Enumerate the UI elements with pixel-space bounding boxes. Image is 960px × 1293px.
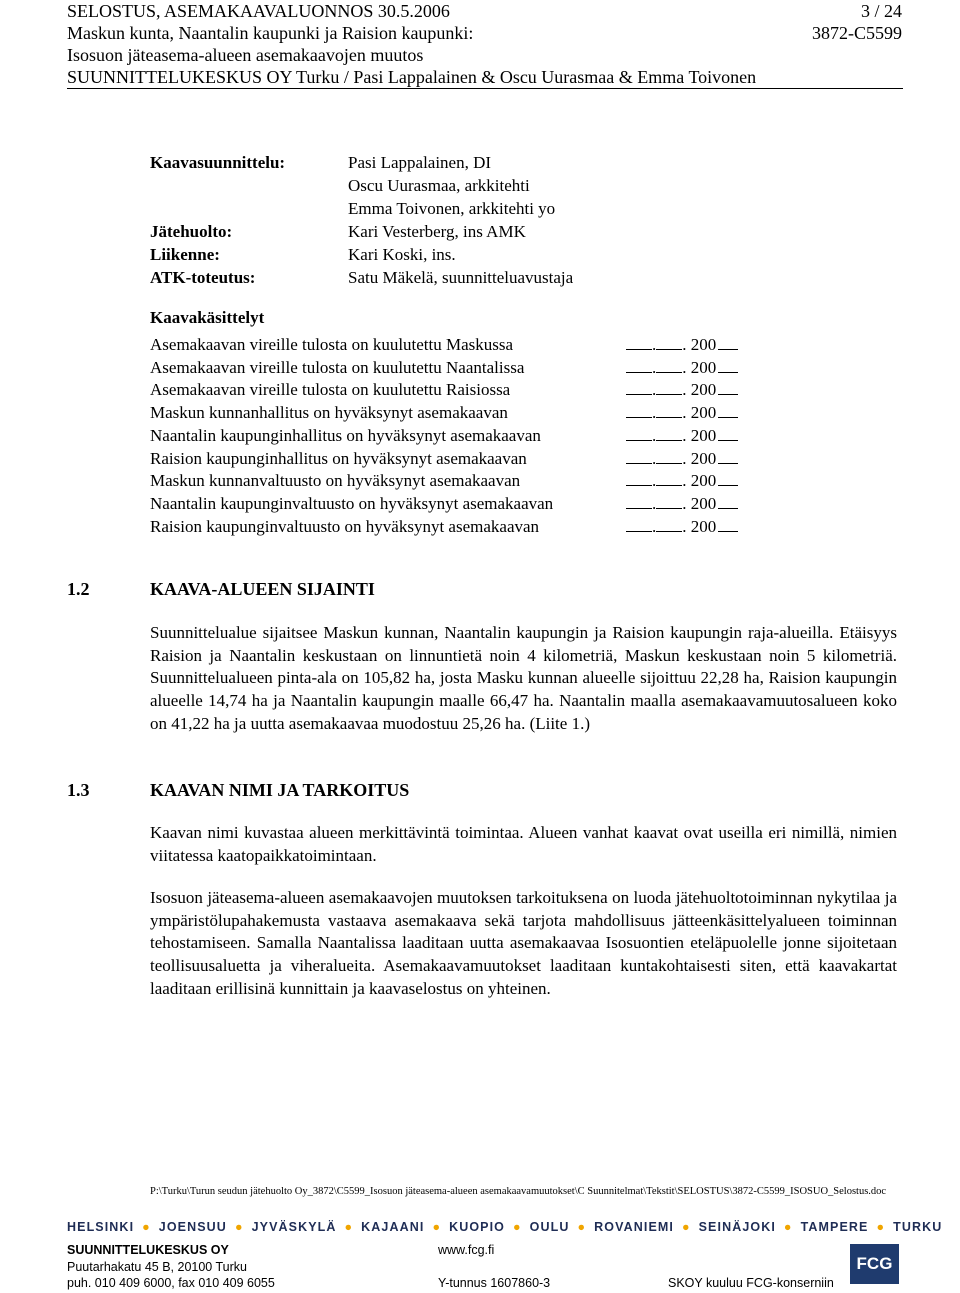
footer-address: Puutarhakatu 45 B, 20100 Turku xyxy=(67,1260,247,1274)
section-paragraph: Isosuon jäteasema-alueen asemakaavojen muutoksen tarkoituksena on luoda jätehuoltotoiminnan nykytilaa ja ympäristölupahakemusta vastaava asemakaava sekä tarjota mahdollisuus jätteenkäsittelyalueen toiminnan tehostamiseen. Samalla Naantalissa laaditaan uutta asemakaavaa Isosuontien eteläpuolelle jonne sijoitetaan teollisuusaluetta ja viheralueita. Asemakaavamuutokset laaditaan kuntakohtaisesti siten, että kaavakartat laaditaan erillisinä kunnittain ja kaavaselostus on yhteinen. xyxy=(150,888,897,998)
section-paragraph: Suunnittelualue sijaitsee Maskun kunnan, Naantalin kaupungin ja Raision kaupungin raja-alueilla. Etäisyys Raision ja Naantalin keskustaan on linnuntietä noin 4 kilometriä, Maskun keskustaan noin 5 kilometriä. Suunnittelualueen pinta-ala on 105,82 ha, josta Masku kunnan alueelle sijoittuu 22,28 ha, Raision kaupungin alueelle 14,74 ha ja Naantalin kaupungin maalle 66,47 ha. Naantalin maalla asemakaavamuutosalueen koko on 41,22 ha ja uutta asemakaavaa muodostuu 25,26 ha. (Liite 1.) xyxy=(150,623,897,733)
year-prefix: 200 xyxy=(690,380,717,400)
city-separator-dot: ● xyxy=(344,1220,354,1234)
document-title: SELOSTUS, ASEMAKAAVALUONNOS 30.5.2006 xyxy=(67,1,450,21)
section-paragraph: Kaavan nimi kuvastaa alueen merkittävintä toimintaa. Alueen vanhat kaavat ovat useilla eri nimillä, nimien viitatessa kaatopaikkatoimintaan. xyxy=(150,823,897,865)
processing-date-blank: . . 200 xyxy=(626,515,738,538)
processing-date-blank: . . 200 xyxy=(626,492,738,515)
label-planning: Kaavasuunnittelu: xyxy=(150,153,286,172)
staff-person: Satu Mäkelä, suunnitteluavustaja xyxy=(348,268,574,287)
processing-row: Asemakaavan vireille tulosta on kuulutettu Naantalissa xyxy=(150,357,525,377)
processing-row: Naantalin kaupunginvaltuusto on hyväksynyt asemakaavan xyxy=(150,493,554,513)
footer-business-id: Y-tunnus 1607860-3 xyxy=(438,1276,551,1290)
staff-person: Oscu Uurasmaa, arkkitehti xyxy=(348,176,530,195)
project-code: 3872-C5599 xyxy=(812,23,902,43)
footer-website: www.fcg.fi xyxy=(438,1243,495,1257)
footer-phone: puh. 010 409 6000, fax 010 409 6055 xyxy=(67,1276,275,1290)
section-title: KAAVA-ALUEEN SIJAINTI xyxy=(150,579,375,599)
header-line-2 xyxy=(67,22,902,44)
city-separator-dot: ● xyxy=(432,1220,442,1234)
city-name: JOENSUU xyxy=(158,1220,227,1234)
city-name: ROVANIEMI xyxy=(594,1220,674,1234)
city-name: KUOPIO xyxy=(449,1220,506,1234)
processing-row: Asemakaavan vireille tulosta on kuulutettu Raisiossa xyxy=(150,380,511,400)
processing-row: Asemakaavan vireille tulosta on kuulutettu Maskussa xyxy=(150,335,514,354)
file-path: P:\Turku\Turun seudun jätehuolto Oy_3872\C5599_Isosuon jäteasema-alueen asemakaavamuutokset\C Suunnitelmat\Tekstit\SELOSTUS\3872-C5599_ISOSUO_Selostus.doc xyxy=(150,1186,887,1197)
authors: SUUNNITTELUKESKUS OY Turku / Pasi Lappalainen & Oscu Uurasmaa & Emma Toivonen xyxy=(67,67,757,87)
city-separator-dot: ● xyxy=(783,1220,793,1234)
footer-company: SUUNNITTELUKESKUS OY xyxy=(67,1243,229,1257)
section-title: KAAVAN NIMI JA TARKOITUS xyxy=(150,780,410,800)
processing-row: Naantalin kaupunginhallitus on hyväksynyt asemakaavan xyxy=(150,425,541,445)
city-separator-dot: ● xyxy=(681,1220,691,1234)
footer-group: SKOY kuuluu FCG-konserniin xyxy=(668,1276,834,1290)
city-separator-dot: ● xyxy=(234,1220,244,1234)
year-prefix: 200 xyxy=(690,448,717,468)
page-number: 3 / 24 xyxy=(860,1,902,21)
processing-date-blank: . . 200 xyxy=(626,424,738,447)
year-prefix: 200 xyxy=(690,516,717,536)
header-line-3 xyxy=(67,44,902,66)
city-name: SEINÄJOKI xyxy=(698,1220,776,1234)
processing-title: Kaavakäsittelyt xyxy=(150,308,265,327)
city-name: HELSINKI xyxy=(67,1220,135,1234)
city-name: TURKU xyxy=(893,1220,943,1234)
year-prefix: 200 xyxy=(690,357,717,377)
staff-person: Pasi Lappalainen, DI xyxy=(348,153,492,172)
city-separator-dot: ● xyxy=(513,1220,522,1234)
city-name: JYVÄSKYLÄ xyxy=(251,1220,337,1234)
staff-person: Kari Vesterberg, ins AMK xyxy=(348,222,526,241)
municipalities: Maskun kunta, Naantalin kaupunki ja Raision kaupunki: xyxy=(67,23,474,43)
city-separator-dot: ● xyxy=(577,1220,587,1234)
city-name: KAJAANI xyxy=(361,1220,425,1234)
section-number: 1.2 xyxy=(67,579,90,599)
header-line-4 xyxy=(67,66,902,88)
year-prefix: 200 xyxy=(690,425,717,445)
label-waste: Jätehuolto: xyxy=(150,222,233,241)
processing-date-blank: . . 200 xyxy=(626,378,738,401)
processing-date-blank: . . 200 xyxy=(626,333,738,356)
processing-row: Maskun kunnanhallitus on hyväksynyt asemakaavan xyxy=(150,403,508,423)
label-traffic: Liikenne: xyxy=(150,245,220,264)
year-prefix: 200 xyxy=(690,471,717,491)
processing-row: Raision kaupunginvaltuusto on hyväksynyt asemakaavan xyxy=(150,516,540,536)
header-divider xyxy=(67,88,903,89)
processing-date-blank: . . 200 xyxy=(626,469,738,492)
year-prefix: 200 xyxy=(690,493,717,513)
section-number: 1.3 xyxy=(67,780,90,800)
staff-person: Kari Koski, ins. xyxy=(348,245,456,264)
year-prefix: 200 xyxy=(690,335,717,354)
header-line-1 xyxy=(67,0,902,22)
city-separator-dot: ● xyxy=(142,1220,151,1234)
processing-date-blank: . . 200 xyxy=(626,356,738,379)
label-atk: ATK-toteutus: xyxy=(150,268,256,287)
city-name: OULU xyxy=(529,1220,570,1234)
processing-row: Maskun kunnanvaltuusto on hyväksynyt asemakaavan xyxy=(150,471,521,491)
processing-date-blank: . . 200 xyxy=(626,401,738,424)
plan-name: Isosuon jäteasema-alueen asemakaavojen muutos xyxy=(67,45,424,65)
fcg-logo: FCG xyxy=(850,1244,899,1284)
staff-person: Emma Toivonen, arkkitehti yo xyxy=(348,199,556,218)
processing-date-blank: . . 200 xyxy=(626,447,738,470)
city-name: TAMPERE xyxy=(800,1220,869,1234)
year-prefix: 200 xyxy=(690,403,717,423)
processing-row: Raision kaupunginhallitus on hyväksynyt asemakaavan xyxy=(150,448,527,468)
city-separator-dot: ● xyxy=(876,1220,886,1234)
office-cities xyxy=(67,1220,943,1234)
